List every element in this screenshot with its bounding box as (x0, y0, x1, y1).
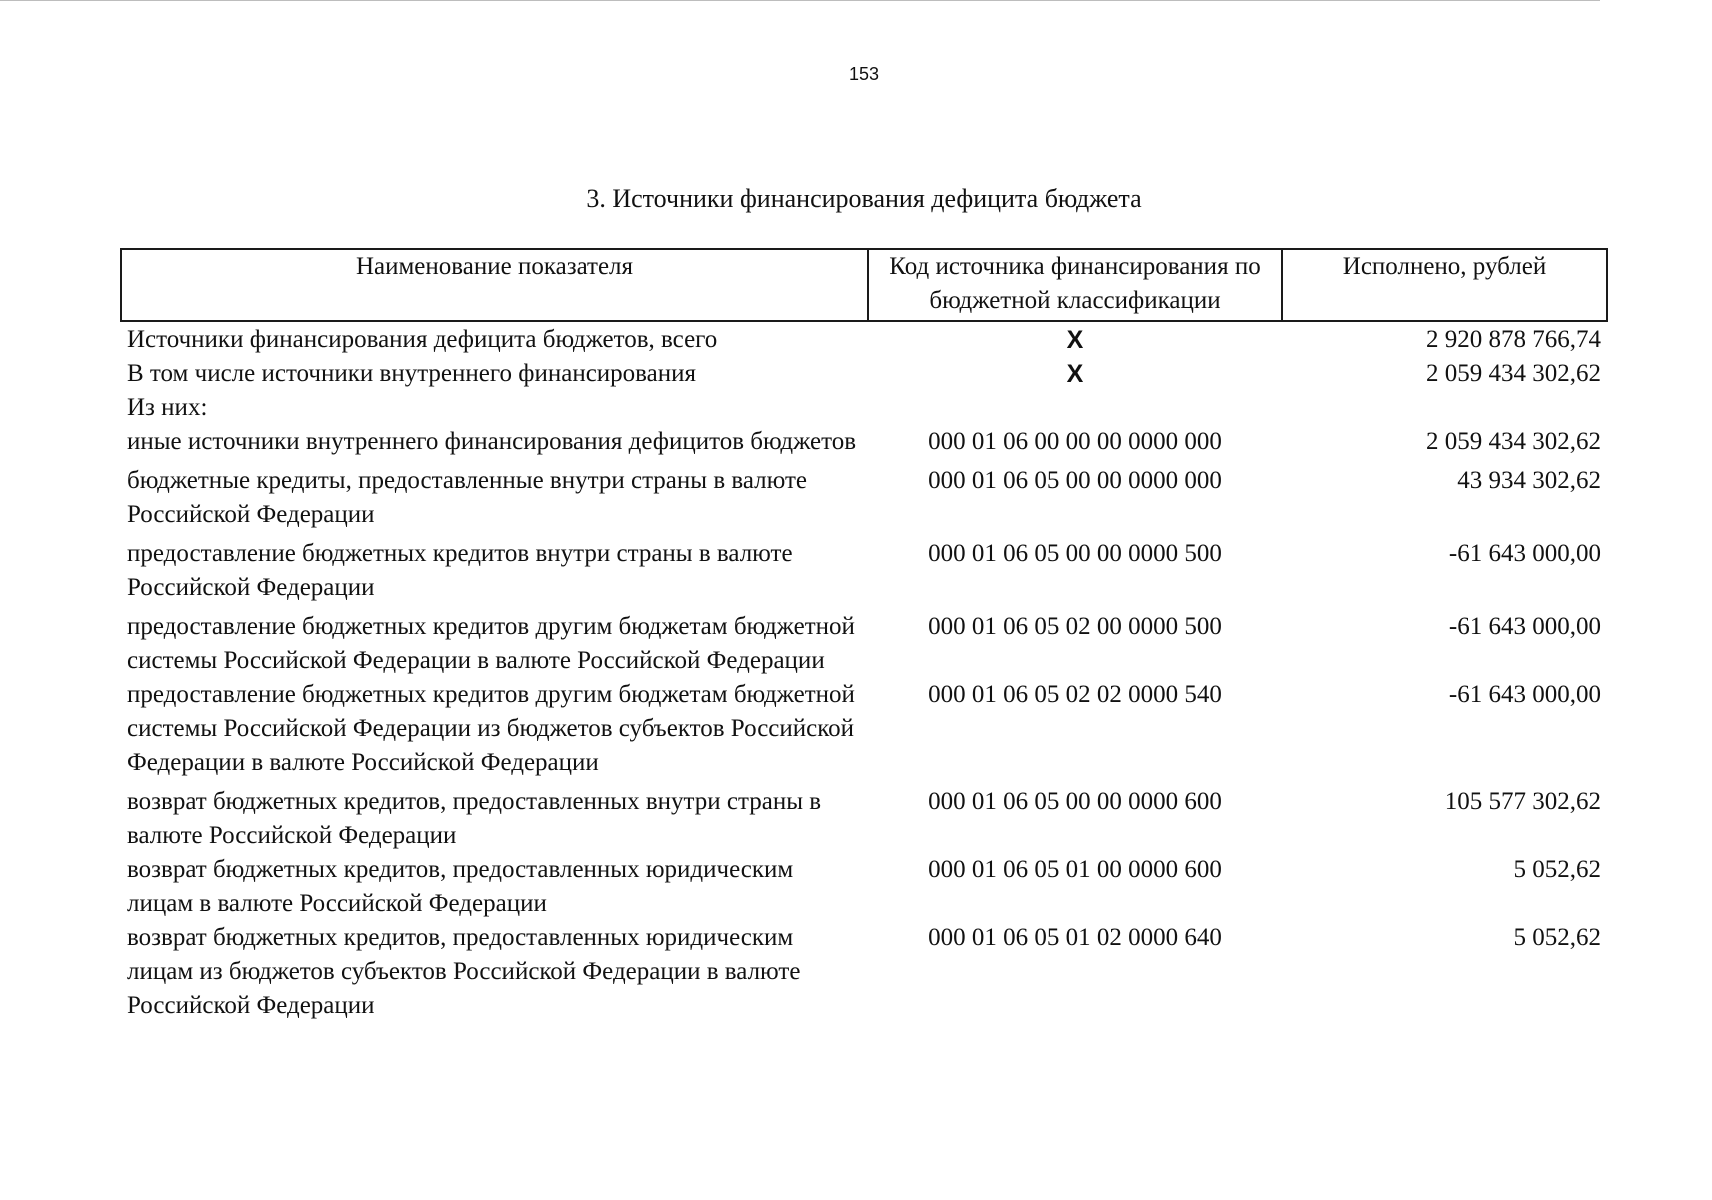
row-code (868, 391, 1282, 425)
row-name: В том числе источники внутреннего финансирования (127, 360, 696, 387)
table-header-row (121, 249, 1607, 321)
row-code: 000 01 06 05 02 02 0000 540 (928, 681, 1222, 708)
table-row (121, 921, 1607, 1023)
row-name: возврат бюджетных кредитов, предоставленных внутри страны в валюте Российской Федерации (127, 788, 822, 849)
table-row (121, 853, 1607, 921)
row-code: X (1066, 360, 1084, 388)
section-title: 3. Источники финансирования дефицита бюджета (586, 184, 1142, 213)
row-value: 2 920 878 766,74 (1426, 326, 1601, 353)
table-row (121, 321, 1607, 357)
row-name: Источники финансирования дефицита бюджетов, всего (127, 326, 718, 353)
row-value: -61 643 000,00 (1448, 613, 1601, 640)
table-row (121, 610, 1607, 678)
financing-sources-table (120, 248, 1608, 1023)
row-code: 000 01 06 05 01 02 0000 640 (928, 924, 1222, 951)
row-value: 2 059 434 302,62 (1426, 360, 1601, 387)
row-value: 43 934 302,62 (1457, 467, 1601, 494)
row-name: возврат бюджетных кредитов, предоставленных юридическим лицам в валюте Российской Федерации (127, 856, 794, 917)
row-value: 5 052,62 (1513, 924, 1601, 951)
row-value: -61 643 000,00 (1448, 540, 1601, 567)
top-border-line (0, 0, 1600, 1)
header-source-code: Код источника финансирования по бюджетной классификации (868, 249, 1282, 321)
header-indicator-name: Наименование показателя (121, 249, 868, 321)
row-code: 000 01 06 05 00 00 0000 500 (928, 540, 1222, 567)
row-name: возврат бюджетных кредитов, предоставленных юридическим лицам из бюджетов субъектов Российской Федерации в валюте Российской Федерации (127, 924, 801, 1019)
table-row (121, 357, 1607, 391)
row-value: 105 577 302,62 (1444, 788, 1601, 815)
row-name: предоставление бюджетных кредитов другим бюджетам бюджетной системы Российской Федерации в валюте Российской Федерации (127, 613, 855, 674)
row-name: иные источники внутреннего финансирования дефицитов бюджетов (127, 428, 857, 455)
page-number: 153 (848, 64, 880, 84)
row-value (1282, 391, 1607, 425)
row-code: X (1066, 326, 1084, 354)
table-row (121, 464, 1607, 537)
table-row (121, 678, 1607, 785)
row-code: 000 01 06 05 01 00 0000 600 (928, 856, 1222, 883)
table-row (121, 785, 1607, 853)
row-name: бюджетные кредиты, предоставленные внутри страны в валюте Российской Федерации (127, 467, 808, 528)
row-code: 000 01 06 05 02 00 0000 500 (928, 613, 1222, 640)
row-code: 000 01 06 00 00 00 0000 000 (928, 428, 1222, 455)
header-executed-amount: Исполнено, рублей (1282, 249, 1607, 321)
table-row (121, 391, 1607, 425)
row-name: предоставление бюджетных кредитов другим бюджетам бюджетной системы Российской Федерации из бюджетов субъектов Российской Федерации в валюте Российской Федерации (127, 681, 855, 776)
row-name: предоставление бюджетных кредитов внутри страны в валюте Российской Федерации (127, 540, 793, 601)
row-value: 5 052,62 (1513, 856, 1601, 883)
row-code: 000 01 06 05 00 00 0000 600 (928, 788, 1222, 815)
row-value: -61 643 000,00 (1448, 681, 1601, 708)
table-row (121, 537, 1607, 610)
row-name: Из них: (127, 394, 208, 421)
row-code: 000 01 06 05 00 00 0000 000 (928, 467, 1222, 494)
table-row (121, 425, 1607, 464)
row-value: 2 059 434 302,62 (1426, 428, 1601, 455)
